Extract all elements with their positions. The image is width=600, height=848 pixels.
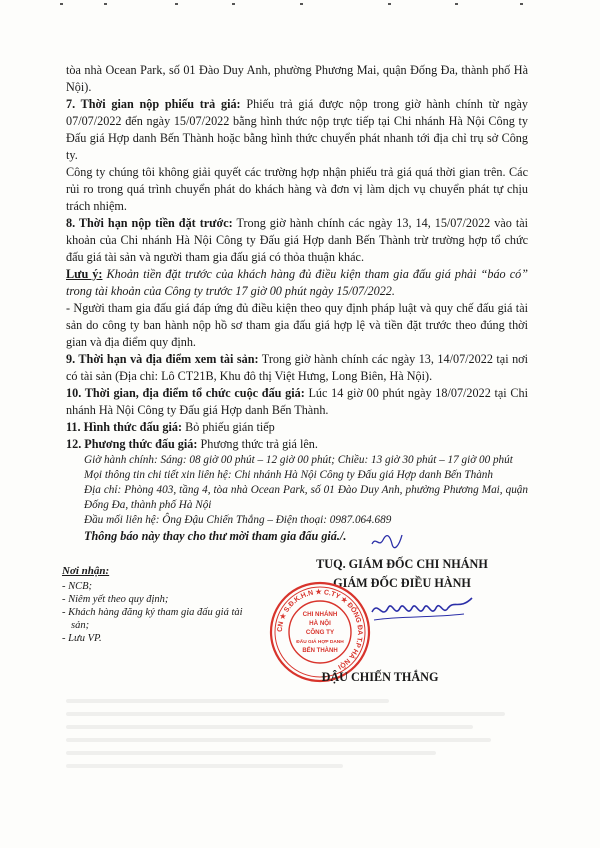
note-text: Khoản tiền đặt trước của khách hàng đủ điều kiện tham gia đấu giá phải “báo có” trong tài khoản của Công ty trước 17 giờ 00 phút ngày 15/07/2022. — [66, 267, 528, 298]
recipients-block — [62, 565, 262, 645]
section-7-label: 7. Thời gian nộp phiếu trả giá: — [66, 97, 241, 111]
contact-address: Địa chỉ: Phòng 403, tầng 4, tòa nhà Ocean Park, số 01 Đào Duy Anh, phường Phương Mai, quận Đống Đa, thành phố Hà Nội — [84, 484, 528, 511]
section-9-label: 9. Thời hạn và địa điểm xem tài sản: — [66, 352, 259, 366]
recipient-item: - Lưu VP. — [62, 633, 102, 644]
contact-info: Mọi thông tin chi tiết xin liên hệ: Chi nhánh Hà Nội Công ty Đấu giá Hợp danh Bến Thành — [84, 469, 493, 481]
scan-edge-artifacts — [0, 0, 600, 10]
company-seal-stamp — [268, 580, 372, 684]
stamp-center-line: ĐẤU GIÁ HỢP DANH — [296, 640, 344, 645]
stamp-center-line: BẾN THÀNH — [302, 648, 338, 654]
recipients-title: Nơi nhận: — [62, 565, 110, 577]
section-8 — [66, 215, 528, 266]
business-hours: Giờ hành chính: Sáng: 08 giờ 00 phút – 12 giờ 00 phút; Chiều: 13 giờ 30 phút – 17 giờ 00 phút — [84, 454, 513, 466]
section-12-text: Phương thức trả giá lên. — [197, 437, 318, 451]
signer-name: ĐẬU CHIẾN THẮNG — [321, 670, 439, 684]
initials-signature — [370, 532, 404, 550]
position-line: GIÁM ĐỐC ĐIỀU HÀNH — [333, 576, 471, 590]
address-continuation: tòa nhà Ocean Park, số 01 Đào Duy Anh, phường Phương Mai, quận Đống Đa, thành phố Hà Nội). — [66, 63, 528, 94]
section-9-text: Trong giờ hành chính các ngày 13, 14/07/2022 tại nơi có tài sản (Địa chỉ: Lô CT21B, Khu đô thị Việt Hưng, Long Biên, Hà Nội). — [66, 352, 529, 383]
recipient-item: - Khách hàng đăng ký tham gia đấu giá tài sản; — [62, 607, 243, 631]
recipients-list — [62, 580, 262, 645]
section-11 — [66, 419, 528, 436]
bleed-through-text — [66, 690, 528, 780]
section-10 — [66, 385, 528, 419]
section-7-text: Phiếu trả giá được nộp trong giờ hành chính từ ngày 07/07/2022 đến ngày 15/07/2022 bằng hình thức nộp trực tiếp tại Chi nhánh Hà Nội Công ty Đấu giá Hợp danh Bến Thành hoặc bằng hình thức chuyển phát nhanh tới địa chỉ trụ sở Công ty. — [66, 97, 528, 162]
authorization-line: TUQ. GIÁM ĐỐC CHI NHÁNH — [316, 557, 488, 571]
section-11-label: 11. Hình thức đấu giá: — [66, 420, 183, 434]
section-10-label: 10. Thời gian, địa điểm tổ chức cuộc đấu giá: — [66, 386, 305, 400]
section-7-note: Công ty chúng tôi không giải quyết các trường hợp nhận phiếu trả giá quá thời gian trên. Các rủi ro trong quá trình chuyển phát do khách hàng và đơn vị làm dịch vụ chuyển phát tự chịu trách nhiệm. — [66, 165, 528, 213]
section-10-text: Lúc 14 giờ 00 phút ngày 18/07/2022 tại Chi nhánh Hà Nội Công ty Đấu giá Hợp danh Bến Thành. — [66, 386, 528, 417]
document-body — [66, 62, 528, 545]
stamp-center-line: CHI NHÁNH — [302, 611, 338, 618]
section-7 — [66, 96, 528, 164]
recipient-item: - Niêm yết theo quy định; — [62, 594, 169, 605]
section-11-text: Bỏ phiếu gián tiếp — [182, 420, 275, 434]
handwritten-signature — [368, 590, 478, 630]
recipient-item: - NCB; — [62, 581, 93, 592]
section-12 — [66, 436, 528, 453]
notice-statement: Thông báo này thay cho thư mời tham gia đấu giá./. — [84, 529, 347, 543]
section-12-label: 12. Phương thức đấu giá: — [66, 437, 198, 451]
focal-contact: Đầu mối liên hệ: Ông Đậu Chiến Thắng – Điện thoại: 0987.064.689 — [84, 514, 392, 526]
section-8-text: Trong giờ hành chính các ngày 13, 14, 15/07/2022 vào tài khoản của Chi nhánh Hà Nội Công ty Đấu giá Hợp danh Bến Thành trừ trường hợp tổ chức đấu giá tài sản và người tham gia đấu giá có thỏa thuận khác. — [66, 216, 528, 264]
note-label: Lưu ý: — [66, 267, 103, 281]
stamp-ring-text: CN ★ S.Đ.K.H.N ★ C.TY ★ ĐỐNG ĐA T.P HÀ NỘI — [276, 588, 364, 671]
note-paragraph — [66, 266, 528, 300]
section-8-label: 8. Thời hạn nộp tiền đặt trước: — [66, 216, 233, 230]
section-8-conditions: - Người tham gia đấu giá đáp ứng đủ điều kiện theo quy định pháp luật và quy chế đấu giá tài sản do công ty ban hành nộp hồ sơ tham gia đấu giá hợp lệ và tiền đặt trước theo đúng thời gian và địa điểm quy định. — [66, 301, 528, 349]
stamp-center-line: HÀ NỘI — [309, 620, 331, 627]
stamp-center-line: CÔNG TY — [305, 629, 335, 636]
section-9 — [66, 351, 528, 385]
